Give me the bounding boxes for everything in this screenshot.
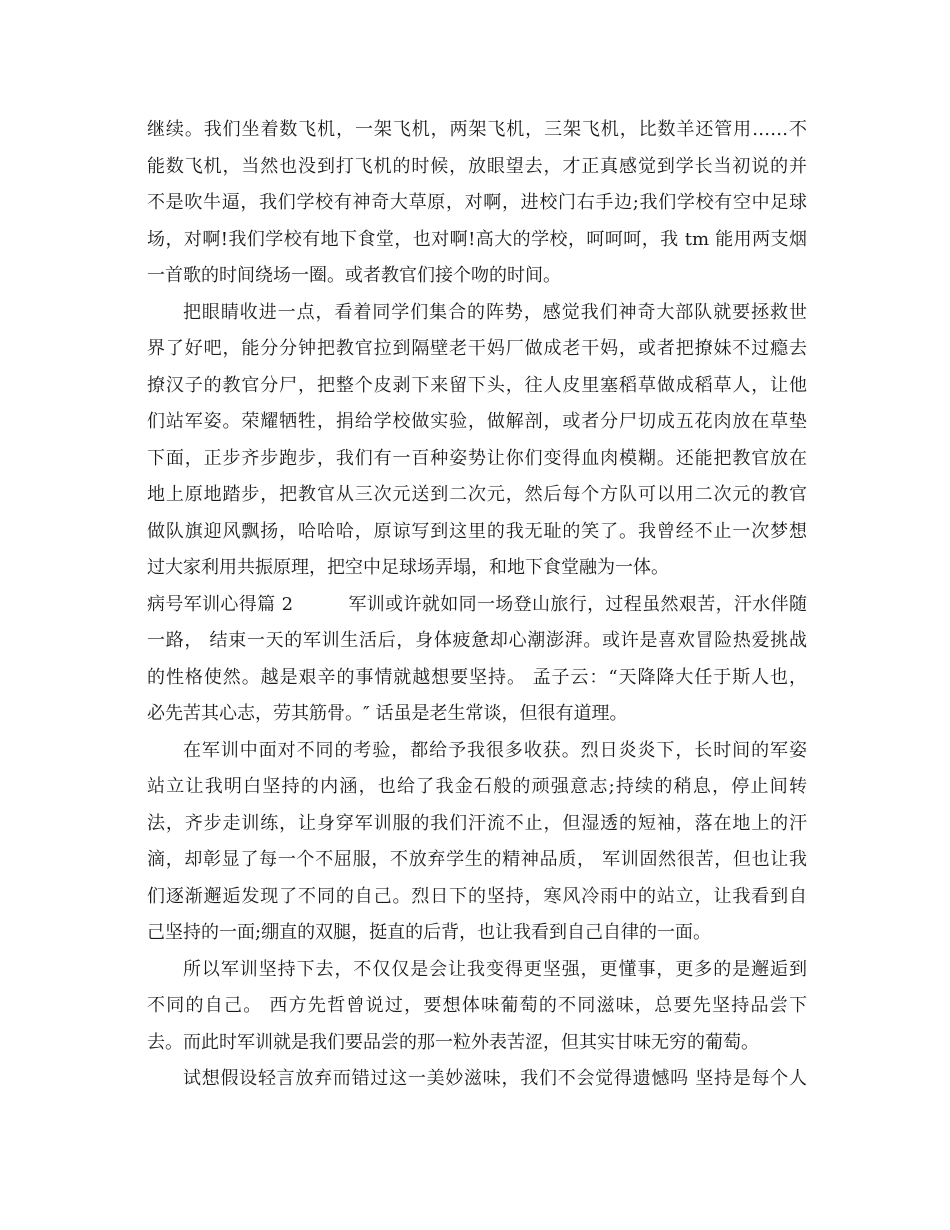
text-line: 站立让我明白坚持的内涵，也给了我金石般的顽强意志;持续的稍息，停止间转 xyxy=(147,776,807,797)
text-line: 不同的自己。 西方先哲曾说过，要想体味葡萄的不同滋味，总要先坚持品尝下 xyxy=(147,995,807,1016)
text-line: 必先苦其心志，劳其筋骨。″ 话虽是老生常谈，但很有道理。 xyxy=(147,703,628,724)
text-line: 继续。我们坐着数飞机，一架飞机，两架飞机，三架飞机，比数羊还管用……不 xyxy=(147,119,807,140)
text-line: 下面，正步齐步跑步，我们有一百种姿势让你们变得血肉模糊。还能把教官放在 xyxy=(147,447,807,469)
text-line: 一路， 结束一天的军训生活后，身体疲惫却心潮澎湃。或许是喜欢冒险热爱挑战 xyxy=(147,630,807,651)
text-line: 撩汉子的教官分尸，把整个皮剥下来留下头，往人皮里塞稻草做成稻草人，让他 xyxy=(147,374,807,396)
document-body xyxy=(147,112,807,1098)
text-line: 的性格使然。越是艰辛的事情就越想要坚持。 孟子云：“天降降大任于斯人也， xyxy=(147,666,807,688)
text-line: 界了好吧，能分分钟把教官拉到隔壁老干妈厂做成老干妈，或者把撩妹不过瘾去 xyxy=(147,338,807,359)
text-line: 不是吹牛逼，我们学校有神奇大草原，对啊，进校门右手边;我们学校有空中足球 xyxy=(147,192,807,213)
text-line: 过大家利用共振原理，把空中足球场弄塌，和地下食堂融为一体。 xyxy=(147,557,669,578)
text-line: 己坚持的一面;绷直的双腿，挺直的后背，也让我看到自己自律的一面。 xyxy=(147,922,712,943)
text-line: 在军训中面对不同的考验，都给予我很多收获。烈日炎炎下，长时间的军姿 xyxy=(183,739,807,761)
text-line: 们逐渐邂逅发现了不同的自己。烈日下的坚持，寒风冷雨中的站立，让我看到自 xyxy=(147,885,807,907)
text-line: 一首歌的时间绕场一圈。或者教官们接个吻的时间。 xyxy=(147,265,561,286)
text-line: 场，对啊!我们学校有地下食堂，也对啊!高大的学校，呵呵呵，我 tm 能用两支烟 xyxy=(147,228,807,250)
text-line: 们站军姿。荣耀牺牲，捐给学校做实验，做解剖，或者分尸切成五花肉放在草垫 xyxy=(147,411,807,432)
text-line: 把眼睛收进一点，看着同学们集合的阵势，感觉我们神奇大部队就要拯救世 xyxy=(183,301,807,323)
text-line: 能数飞机，当然也没到打飞机的时候，放眼望去，才正真感觉到学长当初说的并 xyxy=(147,155,807,177)
text-line: 法，齐步走训练，让身穿军训服的我们汗流不止，但湿透的短袖，落在地上的汗 xyxy=(147,812,807,834)
text-line: 病号军训心得篇 2 军训或许就如同一场登山旅行，过程虽然艰苦，汗水伴随 xyxy=(147,593,807,615)
text-line: 地上原地踏步，把教官从三次元送到二次元，然后每个方队可以用二次元的教官 xyxy=(147,484,807,505)
text-line: 滴，却彰显了每一个不屈服，不放弃学生的精神品质， 军训固然很苦，但也让我 xyxy=(147,849,807,870)
text-line: 做队旗迎风飘扬，哈哈哈，原谅写到这里的我无耻的笑了。我曾经不止一次梦想 xyxy=(147,520,807,542)
text-line: 试想假设轻言放弃而错过这一美妙滋味，我们不会觉得遗憾吗 坚持是每个人 xyxy=(183,1068,807,1089)
text-line: 去。而此时军训就是我们要品尝的那一粒外表苦涩，但其实甘味无穷的葡萄。 xyxy=(147,1031,759,1053)
text-line: 所以军训坚持下去，不仅仅是会让我变得更坚强，更懂事，更多的是邂逅到 xyxy=(183,958,807,980)
